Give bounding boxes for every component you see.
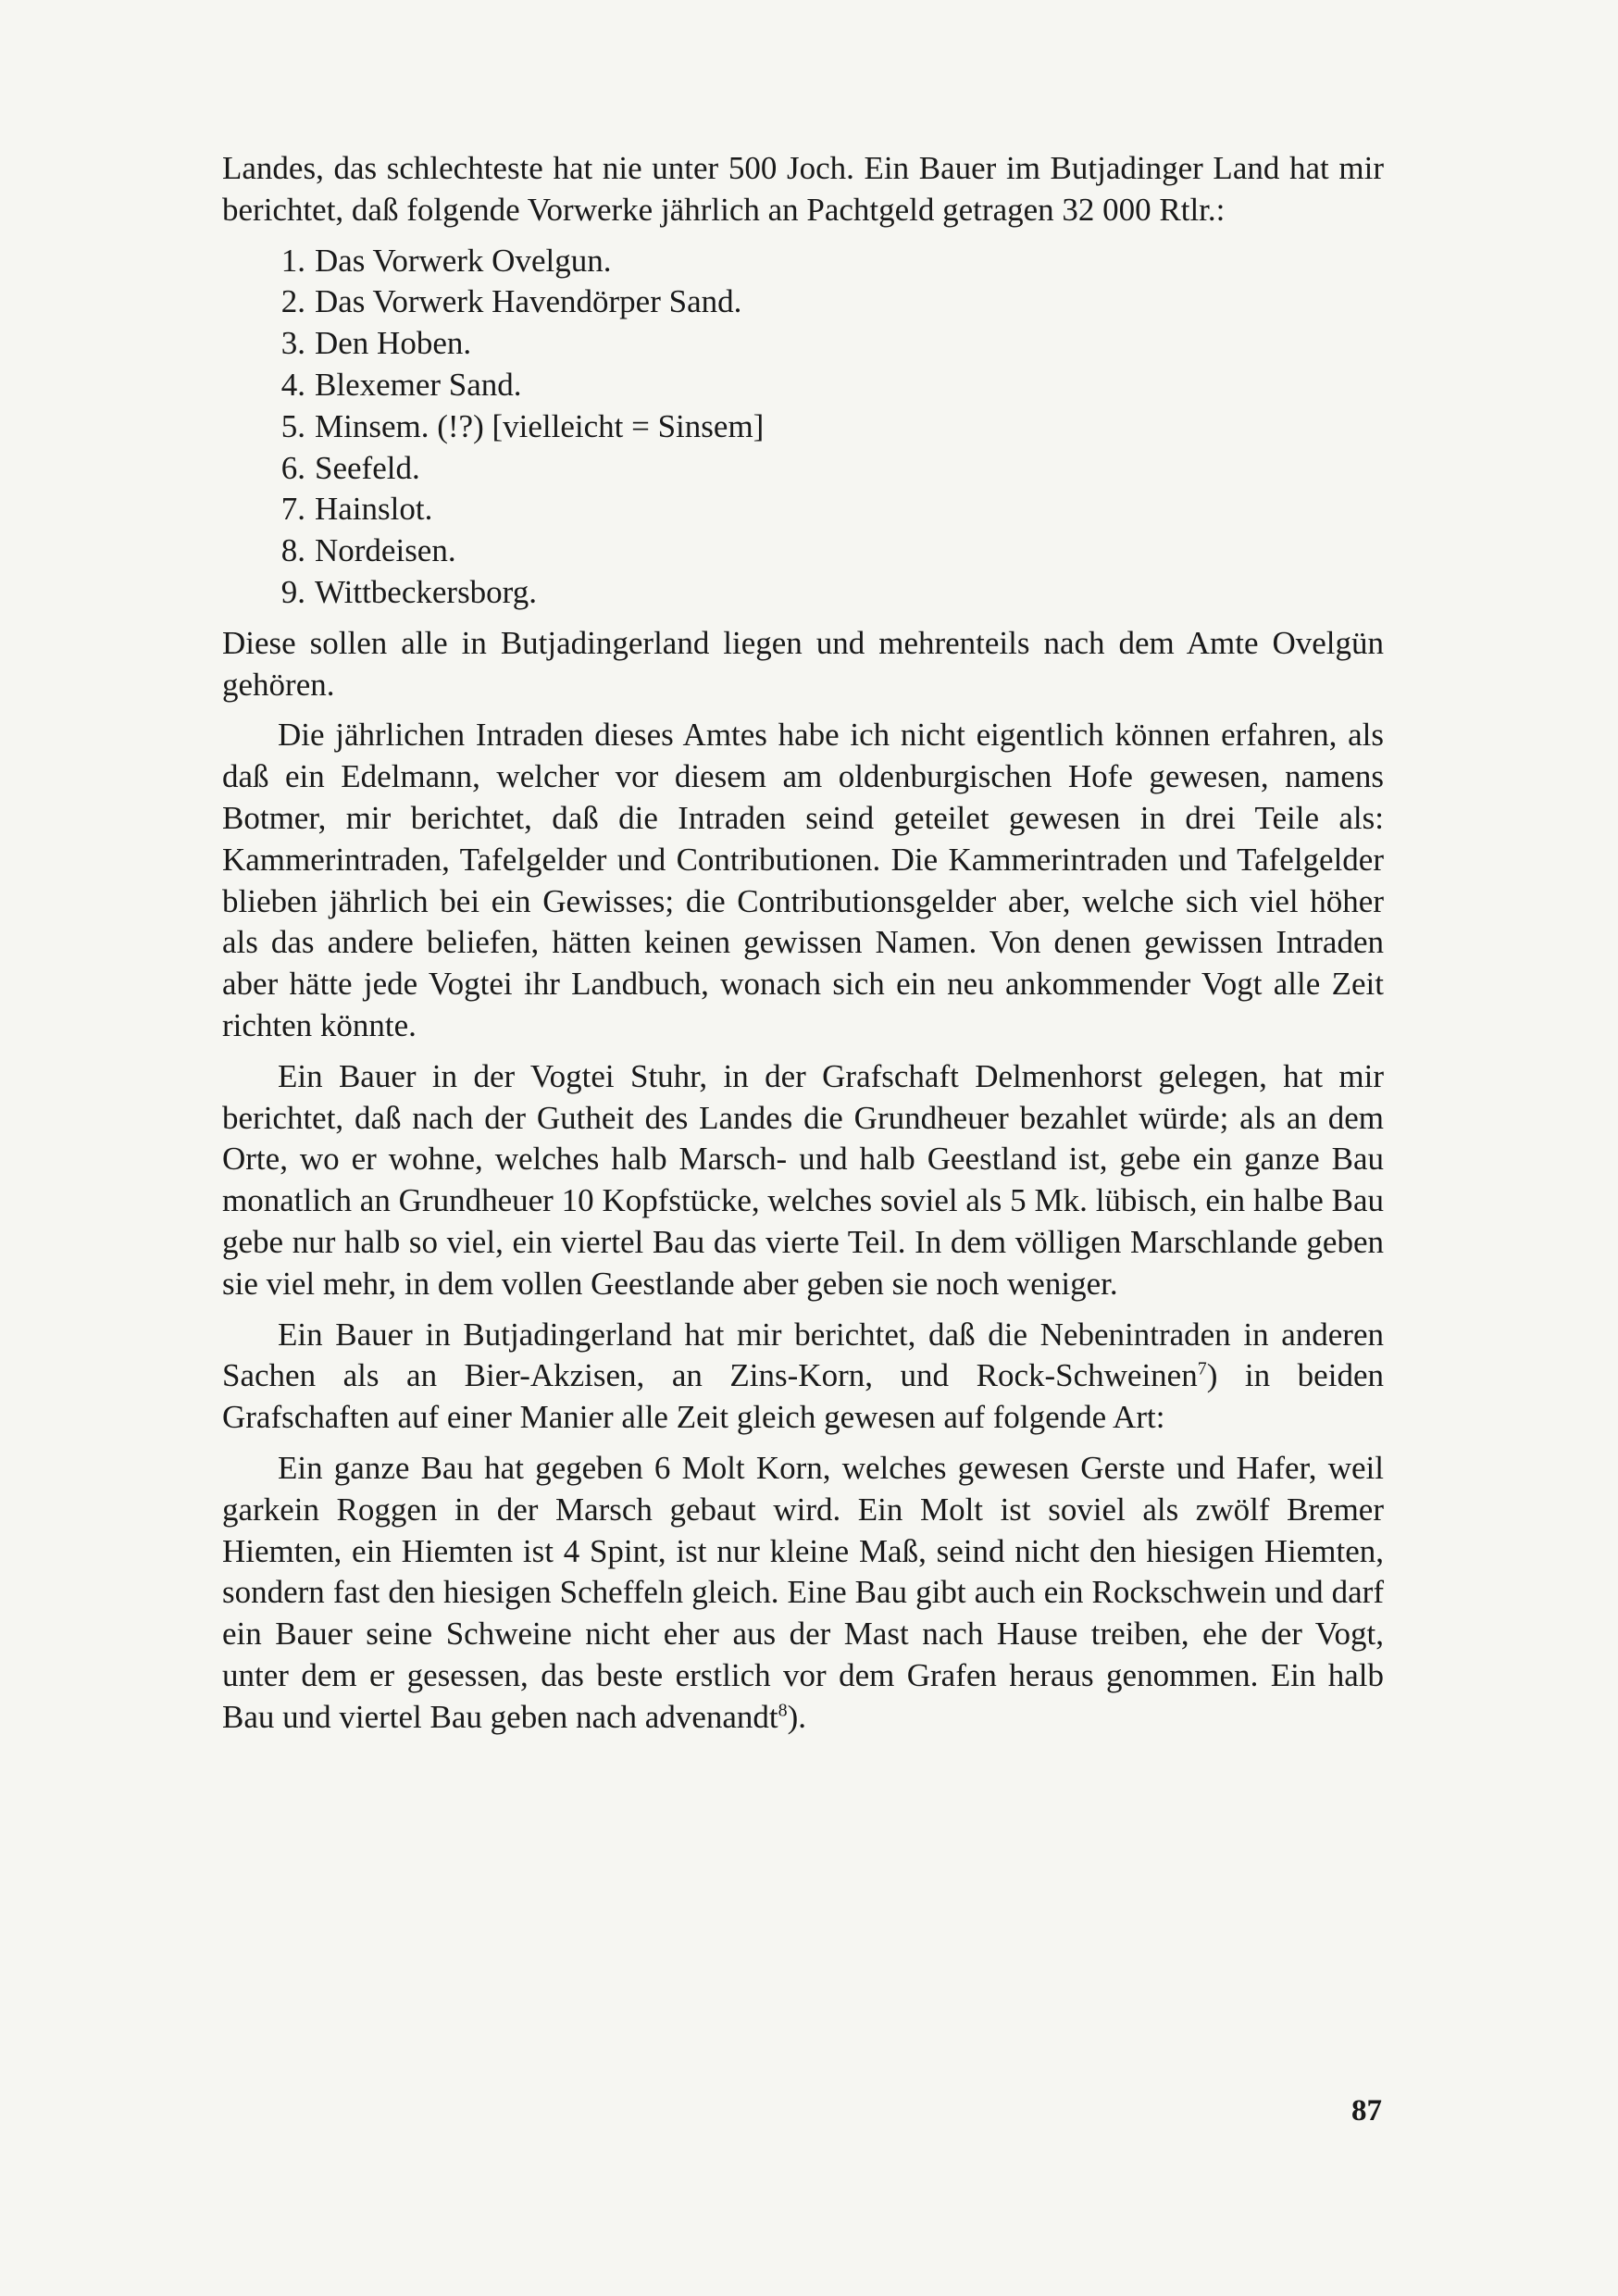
list-item bbox=[222, 406, 1384, 448]
list-item-number: 3. bbox=[280, 325, 305, 362]
list-item bbox=[222, 489, 1384, 530]
paragraph-vogtei-stuhr: Ein Bauer in der Vogtei Stuhr, in der Grafschaft Delmenhorst gelegen, hat mir berichtet, daß nach der Gutheit des Landes die Grundheuer bezahlet würde; als an dem Orte, wo er wohne, welches halb Marsch- und halb Geestland ist, gebe ein ganze Bau monatlich an Grundheuer 10 Kopfstücke, welches soviel als 5 Mk. lübisch, ein halbe Bau gebe nur halb so viel, ein viertel Bau das vierte Teil. In dem völligen Marschlande geben sie viel mehr, in dem vollen Geestlande aber geben sie noch weniger. bbox=[222, 1057, 1384, 1302]
list-item-text: Nordeisen. bbox=[315, 532, 456, 569]
list-item-text: Blexemer Sand. bbox=[315, 366, 522, 403]
list-item bbox=[222, 530, 1384, 572]
paragraph-ganze-bau bbox=[222, 1448, 1384, 1739]
list-item bbox=[222, 241, 1384, 282]
paragraph-butjadingerland: Diese sollen alle in Butjadingerland liegen und mehrenteils nach dem Amte Ovelgün gehören. bbox=[222, 624, 1384, 703]
list-item-number: 1. bbox=[280, 242, 305, 279]
paragraph-text: ). bbox=[787, 1698, 807, 1735]
list-item-text: Hainslot. bbox=[315, 491, 433, 528]
list-item-number: 7. bbox=[280, 491, 305, 528]
paragraph-text: ) in beiden Grafschaften auf einer Manier alle Zeit gleich gewesen auf folgende Art: bbox=[222, 1357, 1384, 1436]
list-item bbox=[222, 365, 1384, 406]
list-item bbox=[222, 448, 1384, 490]
list-item-number: 8. bbox=[280, 532, 305, 569]
list-item-number: 6. bbox=[280, 449, 305, 486]
list-item-number: 4. bbox=[280, 366, 305, 403]
page-body bbox=[222, 148, 1384, 1738]
list-item-text: Wittbeckersborg. bbox=[315, 573, 537, 610]
paragraph-text: Ein Bauer in Butjadingerland hat mir berichtet, daß die Nebenintraden in anderen Sachen als an Bier-Akzisen, an Zins-Korn, und Rock-Schweinen bbox=[222, 1316, 1384, 1394]
paragraph-intraden: Die jährlichen Intraden dieses Amtes habe ich nicht eigentlich können erfahren, als daß ein Edelmann, welcher vor diesem am oldenburgischen Hofe gewesen, namens Botmer, mir berichtet, daß die Intraden seind geteilet gewesen in drei Teile als: Kammerintraden, Tafelgelder und Contributionen. Die Kammerintraden und Tafelgelder blieben jährlich bei ein Gewisses; die Contributionsgelder aber, welche sich viel höher als das andere beliefen, hätten keinen gewissen Namen. Von denen gewissen Intraden aber hätte jede Vogtei ihr Landbuch, wonach sich ein neu ankommender Vogt alle Zeit richten könnte. bbox=[222, 717, 1384, 1043]
vorwerk-list bbox=[222, 241, 1384, 614]
paragraph-nebenintraden bbox=[222, 1315, 1384, 1439]
paragraph-intro: Landes, das schlechteste hat nie unter 500 Joch. Ein Bauer im Butjadinger Land hat mir berichtet, daß folgende Vorwerke jährlich an Pachtgeld getragen 32 000 Rtlr.: bbox=[222, 150, 1384, 228]
list-item bbox=[222, 281, 1384, 323]
list-item bbox=[222, 572, 1384, 614]
list-item bbox=[222, 323, 1384, 365]
footnote-reference: 7 bbox=[1197, 1358, 1207, 1379]
footnote-reference: 8 bbox=[778, 1700, 788, 1721]
page-number: 87 bbox=[1351, 2094, 1382, 2128]
list-item-number: 5. bbox=[280, 407, 305, 444]
list-item-text: Seefeld. bbox=[315, 449, 420, 486]
list-item-text: Minsem. (!?) [vielleicht = Sinsem] bbox=[315, 407, 765, 444]
list-item-text: Das Vorwerk Ovelgun. bbox=[315, 242, 612, 279]
list-item-text: Den Hoben. bbox=[315, 325, 472, 362]
list-item-number: 2. bbox=[280, 283, 305, 320]
paragraph-text: Ein ganze Bau hat gegeben 6 Molt Korn, welches gewesen Gerste und Hafer, weil garkein Roggen in der Marsch gebaut wird. Ein Molt ist soviel als zwölf Bremer Hiemten, ein Hiemten ist 4 Spint, ist nur kleine Maß, seind nicht den hiesigen Hiemten, sondern fast den hiesigen Scheffeln gleich. Eine Bau gibt auch ein Rockschwein und darf ein Bauer seine Schweine nicht eher aus der Mast nach Hause treiben, ehe der Vogt, unter dem er gesessen, das beste erstlich vor dem Grafen heraus genommen. Ein halb Bau und viertel Bau geben nach advenandt bbox=[222, 1449, 1384, 1735]
list-item-text: Das Vorwerk Havendörper Sand. bbox=[315, 283, 742, 320]
list-item-number: 9. bbox=[280, 573, 305, 610]
